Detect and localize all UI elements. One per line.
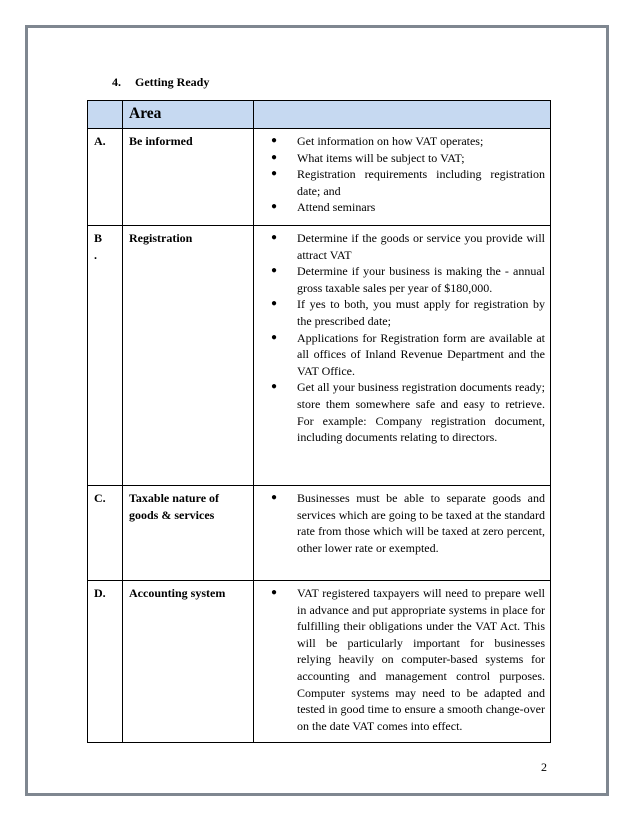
list-item: ● Determine if the goods or service you provide will attract VAT <box>271 231 545 262</box>
table-row <box>88 486 551 581</box>
bullet-icon: ● <box>271 168 278 180</box>
header-cell-letter <box>88 101 123 129</box>
table-row <box>88 226 551 486</box>
page-number: 2 <box>541 760 547 774</box>
list-item: ● Attend seminars <box>271 200 376 215</box>
list-item: ● Get information on how VAT operates; <box>271 134 484 148</box>
row-area: Registration <box>123 226 254 486</box>
bullet-icon: ● <box>271 587 278 598</box>
header-cell-area: Area <box>123 101 254 129</box>
row-details <box>254 129 551 226</box>
header-cell-details <box>254 101 551 129</box>
table-row <box>88 581 551 743</box>
row-letter: B . <box>88 226 123 486</box>
list-item: ● Businesses must be able to separate goods and services which are going to be taxed at the standard rate from those which will be taxed at zero percent, other lower rate or exempted. <box>271 491 545 555</box>
section-number: 4. <box>112 75 121 89</box>
bullet-icon: ● <box>271 151 278 163</box>
row-details <box>254 581 551 743</box>
list-item: ● Determine if your business is making the - annual gross taxable sales per year of $180,000. <box>271 264 545 295</box>
table-row <box>88 129 551 226</box>
list-item: ● What items will be subject to VAT; <box>271 150 465 165</box>
bullet-icon: ● <box>271 381 278 393</box>
bullet-icon: ● <box>271 135 278 146</box>
list-item: ● Applications for Registration form are available at all offices of Inland Revenue Department and the VAT Office. <box>271 330 545 378</box>
row-details <box>254 486 551 581</box>
row-area: Accounting system <box>123 581 254 743</box>
section-heading <box>112 75 209 90</box>
bullet-icon: ● <box>271 331 278 343</box>
list-item: ● If yes to both, you must apply for registration by the prescribed date; <box>271 297 545 328</box>
getting-ready-table <box>87 100 551 743</box>
bullet-icon: ● <box>271 298 278 310</box>
row-area: Be informed <box>123 129 254 226</box>
section-title: Getting Ready <box>135 75 210 89</box>
row-letter: D. <box>88 581 123 743</box>
bullet-icon: ● <box>271 232 278 243</box>
row-area: Taxable nature of goods & services <box>123 486 254 581</box>
table-header-row <box>88 101 551 129</box>
bullet-icon: ● <box>271 265 278 277</box>
list-item: ● VAT registered taxpayers will need to prepare well in advance and put appropriate systems in place for fulfilling their obligations under the VAT Act. This will be particularly important for businesses relying heavily on computer-based systems for accounting and management control purposes. Computer systems may need to be adapted and tested in good time to ensure a smooth change-over on the date VAT comes into effect. <box>271 586 545 733</box>
list-item: ● Get all your business registration documents ready; store them somewhere safe and easy to retrieve. For example: Company registration document, including documents relating to directors. <box>271 380 545 445</box>
row-letter: A. <box>88 129 123 226</box>
bullet-icon: ● <box>271 201 278 213</box>
bullet-icon: ● <box>271 492 278 503</box>
row-details <box>254 226 551 486</box>
row-letter: C. <box>88 486 123 581</box>
list-item: ● Registration requirements including registration date; and <box>271 167 545 198</box>
